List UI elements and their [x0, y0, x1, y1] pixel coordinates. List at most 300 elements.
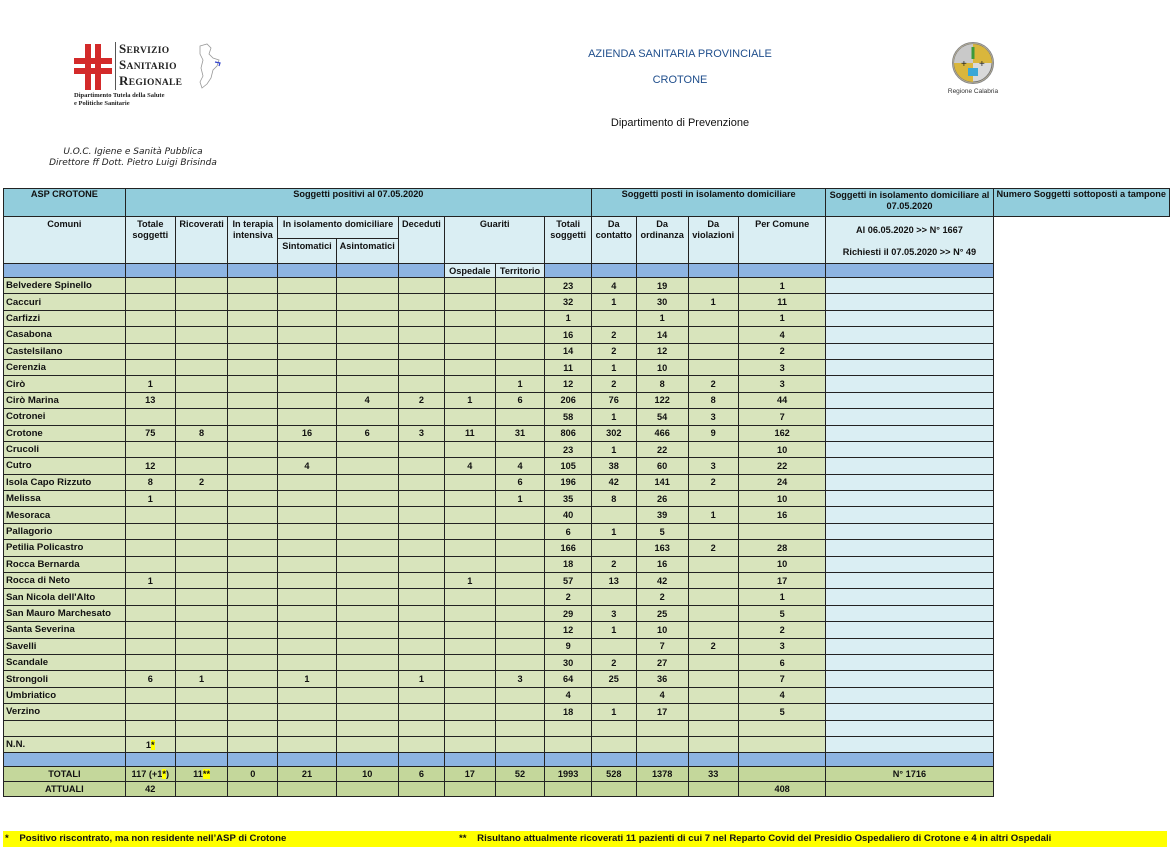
cell-iso_tot: 166 — [545, 540, 592, 556]
cell-contatto: 1 — [591, 409, 636, 425]
cell-tot — [125, 294, 175, 310]
cell-violazioni: 2 — [688, 376, 738, 392]
cell-sint — [278, 343, 336, 359]
cell-osp — [445, 556, 496, 572]
cell-iso_tot: 12 — [545, 376, 592, 392]
cell-violazioni — [688, 441, 738, 457]
cell-tot — [125, 540, 175, 556]
cell-terr — [495, 540, 545, 556]
cell-terr — [495, 638, 545, 654]
cell-ti — [228, 704, 278, 720]
cell-tampone — [826, 441, 993, 457]
cell-ric — [175, 523, 228, 539]
col-territorio: Territorio — [495, 264, 545, 278]
cell-contatto: 2 — [591, 556, 636, 572]
cell-iso_tot: 58 — [545, 409, 592, 425]
cell-tampone — [826, 343, 993, 359]
cell-per_comune: 2 — [738, 622, 826, 638]
cell-asint — [336, 523, 398, 539]
cell-dec: 2 — [398, 392, 444, 408]
cell-ordinanza: 26 — [636, 491, 688, 507]
cell-dec — [398, 474, 444, 490]
table-row — [4, 687, 1170, 703]
table-row — [4, 704, 1170, 720]
cell-ti — [228, 409, 278, 425]
cell-osp — [445, 343, 496, 359]
cell-sint: 1 — [278, 671, 336, 687]
cell-terr: 6 — [495, 474, 545, 490]
cell-iso_tot: 64 — [545, 671, 592, 687]
cell-asint — [336, 687, 398, 703]
cell-violazioni: 3 — [688, 409, 738, 425]
cell-terr — [495, 409, 545, 425]
cell-contatto — [591, 310, 636, 326]
col-ricoverati: Ricoverati — [175, 217, 228, 264]
cell-terr — [495, 310, 545, 326]
cell-iso_tot: 206 — [545, 392, 592, 408]
calabria-map-icon — [197, 42, 225, 90]
cell-sint — [278, 589, 336, 605]
table-row — [4, 409, 1170, 425]
ssr-logo-text: SERVIZIO SANITARIO REGIONALE — [115, 42, 182, 90]
cell-iso_tot: 9 — [545, 638, 592, 654]
cell-sint: 21 — [278, 767, 336, 782]
cell-ti — [228, 638, 278, 654]
cell-sint — [278, 687, 336, 703]
cell-osp — [445, 507, 496, 523]
table-row — [4, 343, 1170, 359]
cell-tampone — [826, 474, 993, 490]
cell-per_comune: 11 — [738, 294, 826, 310]
cell-asint — [336, 654, 398, 670]
cell-ti — [228, 327, 278, 343]
cell-tot — [125, 687, 175, 703]
region-calabria-logo — [918, 42, 1028, 112]
cell-iso_tot: 4 — [545, 687, 592, 703]
cell-per_comune — [738, 523, 826, 539]
cell-contatto: 2 — [591, 327, 636, 343]
cell-asint — [336, 671, 398, 687]
cell-terr: 52 — [495, 767, 545, 782]
cell-dec — [398, 310, 444, 326]
col-totale-soggetti: Totale soggetti — [125, 217, 175, 264]
footnote-bar — [3, 831, 1167, 847]
cell-violazioni — [688, 556, 738, 572]
table-row — [4, 507, 1170, 523]
comune-name: Castelsilano — [4, 343, 126, 359]
cell-osp — [445, 638, 496, 654]
cell-ordinanza: 163 — [636, 540, 688, 556]
comune-name: Melissa — [4, 491, 126, 507]
cell-violazioni — [688, 343, 738, 359]
ssr-dept-text: Dipartimento Tutela della Salute e Politiche Sanitarie — [74, 92, 165, 107]
cell-violazioni — [688, 605, 738, 621]
col-da-contatto: Da contatto — [591, 217, 636, 264]
cell-dec — [398, 441, 444, 457]
cell-ric — [175, 589, 228, 605]
comune-name: San Mauro Marchesato — [4, 605, 126, 621]
cell-per_comune: 3 — [738, 638, 826, 654]
cell-osp — [445, 359, 496, 375]
footnote-mark: * — [151, 739, 155, 750]
cell-violazioni: 1 — [688, 294, 738, 310]
cell-per_comune: 3 — [738, 376, 826, 392]
cell-ordinanza: 27 — [636, 654, 688, 670]
cell-tampone — [826, 359, 993, 375]
cell-ordinanza: 36 — [636, 671, 688, 687]
tampone-al: Al 06.05.2020 >> N° 1667 — [856, 225, 963, 235]
cell-asint — [336, 294, 398, 310]
column-header-row — [4, 217, 1170, 239]
cell-iso_tot: 40 — [545, 507, 592, 523]
cell-terr: 6 — [495, 392, 545, 408]
table-row — [4, 573, 1170, 589]
cell-tot — [125, 638, 175, 654]
cell-ti — [228, 507, 278, 523]
cell-per_comune: 1 — [738, 310, 826, 326]
cell-osp — [445, 409, 496, 425]
col-per-comune: Per Comune — [738, 217, 826, 264]
cell-contatto: 1 — [591, 622, 636, 638]
cell-contatto — [591, 687, 636, 703]
cell-terr: 1 — [495, 376, 545, 392]
cell-contatto: 1 — [591, 523, 636, 539]
cell-violazioni — [688, 359, 738, 375]
cell-tampone — [826, 573, 993, 589]
cell-dec: 6 — [398, 767, 444, 782]
cell-per_comune: 4 — [738, 327, 826, 343]
cell-ti — [228, 278, 278, 294]
cell-osp: 1 — [445, 573, 496, 589]
cell-asint — [336, 589, 398, 605]
cell-asint — [336, 474, 398, 490]
cell-contatto: 528 — [591, 767, 636, 782]
cell-osp — [445, 441, 496, 457]
cell-dec — [398, 359, 444, 375]
cell-osp: 4 — [445, 458, 496, 474]
cell-osp — [445, 654, 496, 670]
cell-iso_tot: 30 — [545, 654, 592, 670]
cell-iso_tot: 6 — [545, 523, 592, 539]
cell-per_comune: 1 — [738, 278, 826, 294]
cell-osp — [445, 589, 496, 605]
tampone-richiesti: Richiesti il 07.05.2020 >> N° 49 — [842, 247, 977, 257]
cell-tot — [125, 441, 175, 457]
cell-violazioni: 1 — [688, 507, 738, 523]
cell-iso_tot: 1993 — [545, 767, 592, 782]
cell-tot: 1 — [125, 491, 175, 507]
col-da-violazioni: Da violazioni — [688, 217, 738, 264]
cell-terr: 3 — [495, 671, 545, 687]
cell-asint: 10 — [336, 767, 398, 782]
cell-osp — [445, 540, 496, 556]
region-emblem-icon — [952, 42, 994, 84]
cell-violazioni — [688, 671, 738, 687]
cell-iso_tot: 12 — [545, 622, 592, 638]
cell-sint — [278, 556, 336, 572]
cell-dec — [398, 458, 444, 474]
cell-asint: 6 — [336, 425, 398, 441]
covid-report-table — [3, 188, 1170, 797]
cell-tampone — [826, 589, 993, 605]
cell-iso_tot: 11 — [545, 359, 592, 375]
cell-ti: 0 — [228, 767, 278, 782]
cell-dec — [398, 343, 444, 359]
cell-tot: 6 — [125, 671, 175, 687]
comune-name: Rocca Bernarda — [4, 556, 126, 572]
cell-sint — [278, 622, 336, 638]
cell-contatto: 1 — [591, 294, 636, 310]
comune-name: Verzino — [4, 704, 126, 720]
cell-iso_tot: 1 — [545, 310, 592, 326]
cell-tampone — [826, 425, 993, 441]
cell-osp — [445, 376, 496, 392]
cell-tampone — [826, 278, 993, 294]
cell-ric — [175, 622, 228, 638]
cell-ti — [228, 425, 278, 441]
cell-contatto: 25 — [591, 671, 636, 687]
table-row — [4, 654, 1170, 670]
cell-sint — [278, 704, 336, 720]
cell-tot — [125, 523, 175, 539]
cell-terr: 4 — [495, 458, 545, 474]
cell-per_comune: 24 — [738, 474, 826, 490]
cell-ric — [175, 458, 228, 474]
cell-osp — [445, 622, 496, 638]
cell-ric — [175, 409, 228, 425]
cell-sint — [278, 654, 336, 670]
cell-ti — [228, 523, 278, 539]
col-isolamento-domiciliare: In isolamento domiciliare — [278, 217, 399, 239]
comune-name: Petilia Policastro — [4, 540, 126, 556]
cell-dec — [398, 278, 444, 294]
cell-asint — [336, 310, 398, 326]
cell-tampone — [826, 704, 993, 720]
cell-osp — [445, 474, 496, 490]
cell-iso_tot: 16 — [545, 327, 592, 343]
cell-ric — [175, 556, 228, 572]
table-row — [4, 392, 1170, 408]
cell-violazioni — [688, 278, 738, 294]
cell-violazioni — [688, 589, 738, 605]
cell-ti — [228, 359, 278, 375]
cell-tampone — [826, 654, 993, 670]
table-row — [4, 425, 1170, 441]
cell-asint — [336, 327, 398, 343]
cell-violazioni: 3 — [688, 458, 738, 474]
cell-asint — [336, 507, 398, 523]
cell-tampone — [826, 540, 993, 556]
cell-contatto — [591, 638, 636, 654]
cell-sint: 16 — [278, 425, 336, 441]
col-asintomatici: Asintomatici — [336, 239, 398, 264]
cell-terr — [495, 441, 545, 457]
cell-contatto: 42 — [591, 474, 636, 490]
cell-tampone: N° 1716 — [826, 767, 993, 782]
table-row — [4, 327, 1170, 343]
cell-violazioni — [688, 687, 738, 703]
totali-label: TOTALI — [4, 767, 126, 782]
cell-tot — [125, 654, 175, 670]
cell-ordinanza: 10 — [636, 622, 688, 638]
cell-ordinanza: 4 — [636, 687, 688, 703]
cell-iso_tot: 14 — [545, 343, 592, 359]
cell-violazioni — [688, 327, 738, 343]
cell-sint — [278, 605, 336, 621]
cell-violazioni: 2 — [688, 638, 738, 654]
cell-per_comune: 28 — [738, 540, 826, 556]
cell-contatto — [591, 589, 636, 605]
cell-terr — [495, 278, 545, 294]
group-header-row — [4, 189, 1170, 217]
blank-row — [4, 720, 1170, 736]
attuali-label: ATTUALI — [4, 782, 126, 797]
cell-terr — [495, 556, 545, 572]
cell-dec: 3 — [398, 425, 444, 441]
cell-asint — [336, 409, 398, 425]
cell-ric — [175, 392, 228, 408]
comune-name: Pallagorio — [4, 523, 126, 539]
col-deceduti: Deceduti — [398, 217, 444, 264]
cell-iso_tot: 18 — [545, 556, 592, 572]
cell-contatto: 13 — [591, 573, 636, 589]
comune-name: Casabona — [4, 327, 126, 343]
cell-violazioni: 9 — [688, 425, 738, 441]
cell-per_comune: 162 — [738, 425, 826, 441]
cell-terr — [495, 687, 545, 703]
cell-ordinanza: 25 — [636, 605, 688, 621]
cell-osp: 1 — [445, 392, 496, 408]
totali-row — [4, 767, 1170, 782]
cell-tampone — [826, 458, 993, 474]
cell-dec — [398, 622, 444, 638]
cell-terr: 1 — [495, 491, 545, 507]
cell-sint — [278, 573, 336, 589]
cell-asint — [336, 638, 398, 654]
cell-ric: 8 — [175, 425, 228, 441]
cell-iso_tot: 57 — [545, 573, 592, 589]
cell-tampone — [826, 491, 993, 507]
cell-ordinanza: 10 — [636, 359, 688, 375]
table-row — [4, 458, 1170, 474]
cell-tot: 117 (+1*) — [125, 767, 175, 782]
cell-ric — [175, 343, 228, 359]
cell-per_comune: 1 — [738, 589, 826, 605]
cell-tot: 1* — [125, 736, 175, 752]
cell-contatto: 8 — [591, 491, 636, 507]
cell-sint — [278, 441, 336, 457]
cell-dec — [398, 556, 444, 572]
table-row — [4, 376, 1170, 392]
cell-tot — [125, 589, 175, 605]
cell-sint — [278, 409, 336, 425]
cell-dec — [398, 523, 444, 539]
cell-tot — [125, 327, 175, 343]
cell-asint — [336, 622, 398, 638]
cell-terr — [495, 573, 545, 589]
cell-ordinanza: 30 — [636, 294, 688, 310]
cell-asint — [336, 573, 398, 589]
cell-violazioni — [688, 310, 738, 326]
cell-ric — [175, 359, 228, 375]
cell-iso_tot: 806 — [545, 425, 592, 441]
cell-dec — [398, 654, 444, 670]
cell-iso_tot: 23 — [545, 278, 592, 294]
cell-ric — [175, 310, 228, 326]
cell-per_comune: 5 — [738, 605, 826, 621]
footnote-mark: ** — [202, 769, 211, 780]
cell-ric — [175, 327, 228, 343]
cell-terr — [495, 622, 545, 638]
cell-iso_tot: 2 — [545, 589, 592, 605]
cell-violazioni — [688, 622, 738, 638]
cell-per_comune: 2 — [738, 343, 826, 359]
cell-violazioni — [688, 573, 738, 589]
cell-osp — [445, 278, 496, 294]
cell-ric — [175, 540, 228, 556]
table-row — [4, 622, 1170, 638]
cell-ordinanza: 2 — [636, 589, 688, 605]
cell-tot — [125, 507, 175, 523]
cell-ti — [228, 474, 278, 490]
cell-tot: 1 — [125, 573, 175, 589]
cell-dec — [398, 409, 444, 425]
cell-terr — [495, 605, 545, 621]
cell-ordinanza: 1378 — [636, 767, 688, 782]
cell-ti — [228, 392, 278, 408]
comune-name: Santa Severina — [4, 622, 126, 638]
cell-contatto: 2 — [591, 376, 636, 392]
cell-sint — [278, 474, 336, 490]
header-isolamento-posti: Soggetti posti in isolamento domiciliare — [591, 189, 826, 217]
cell-tot — [125, 605, 175, 621]
col-guariti: Guariti — [445, 217, 545, 264]
cell-ordinanza: 141 — [636, 474, 688, 490]
svg-text:+: + — [979, 59, 985, 70]
cell-terr — [495, 359, 545, 375]
cell-tampone — [826, 523, 993, 539]
cell-ti — [228, 671, 278, 687]
cell-dec — [398, 507, 444, 523]
col-terapia-intensiva: In terapia intensiva — [228, 217, 278, 264]
cell-contatto: 1 — [591, 704, 636, 720]
cell-iso_tot: 32 — [545, 294, 592, 310]
cell-contatto — [591, 540, 636, 556]
comune-name: Crotone — [4, 425, 126, 441]
cell-iso_tot: 105 — [545, 458, 592, 474]
band-row — [4, 753, 1170, 767]
cell-tot — [125, 622, 175, 638]
cell-ti — [228, 556, 278, 572]
cell-dec — [398, 294, 444, 310]
cell-tampone — [826, 556, 993, 572]
cell-sint — [278, 294, 336, 310]
cell-ti — [228, 654, 278, 670]
cell-asint — [336, 540, 398, 556]
cell-tot — [125, 556, 175, 572]
cell-sint — [278, 376, 336, 392]
cell-sint — [278, 638, 336, 654]
asp-title: AZIENDA SANITARIA PROVINCIALE — [588, 48, 772, 60]
cell-ti — [228, 622, 278, 638]
cell-osp — [445, 327, 496, 343]
attuali-row — [4, 782, 1170, 797]
cell-terr — [495, 654, 545, 670]
cell-tot — [125, 278, 175, 294]
cell-tampone — [826, 392, 993, 408]
cell-asint — [336, 359, 398, 375]
cell-per_comune: 17 — [738, 573, 826, 589]
